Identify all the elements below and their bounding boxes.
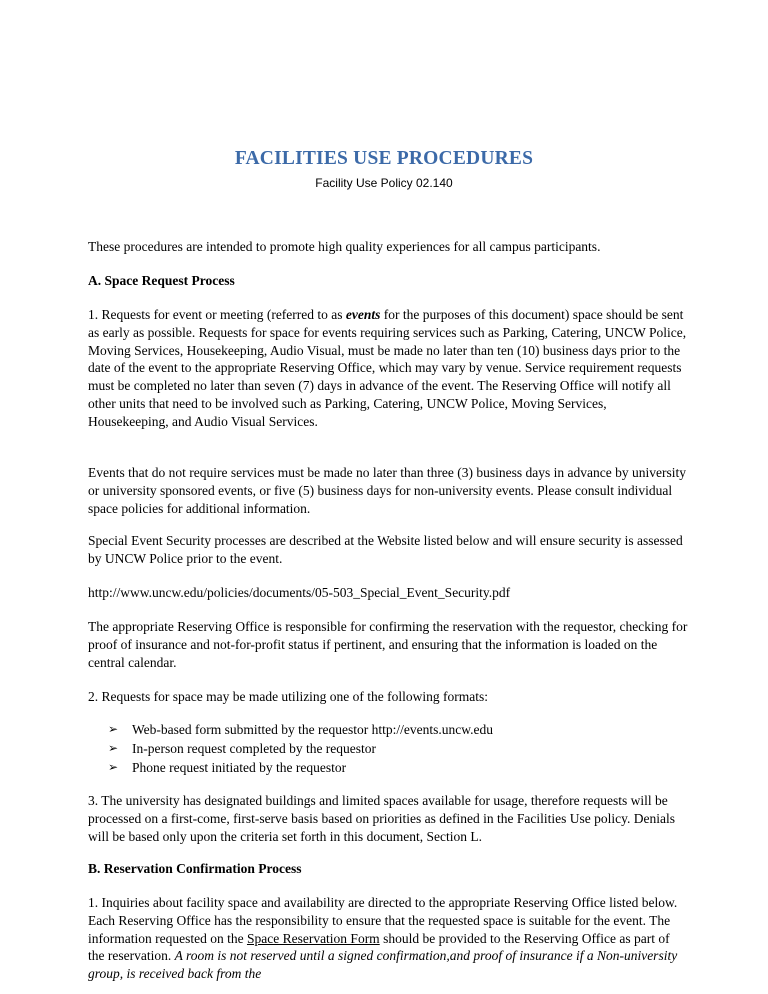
section-a-paragraph-4: The appropriate Reserving Office is responsible for confirming the reservation with the requestor, checking for proof of insurance and not-for-profit status if pertinent, and ensuring that the information is loaded on the central calendar. — [88, 619, 688, 670]
section-b-paragraph-1: 1. Inquiries about facility space and availability are directed to the appropriate Reserving Office listed below. Each Reserving Office has the responsibility to ensure that the requested space is suitable for the event. The information requested on the Space Reservation Form should be provided to the Reserving Office as part of the reservation. A room is not reserved until a signed confirmation,and proof of insurance if a Non-university group, is received back from the — [88, 895, 678, 982]
request-format-list — [108, 720, 688, 777]
list-item: ➢ In-person request completed by the requestor — [108, 741, 377, 756]
section-a-paragraph-2: Events that do not require services must be made no later than three (3) business days in advance by university or university sponsored events, or five (5) business days for non-university events. Please consult individual space policies for additional information. — [88, 465, 686, 516]
section-a-paragraph-5: 2. Requests for space may be made utilizing one of the following formats: — [88, 689, 489, 704]
security-url[interactable]: http://www.uncw.edu/policies/documents/05-503_Special_Event_Security.pdf — [88, 585, 511, 600]
section-b-heading: B. Reservation Confirmation Process — [88, 861, 302, 876]
page-subtitle: Facility Use Policy 02.140 — [315, 176, 453, 190]
section-a-heading: A. Space Request Process — [88, 273, 235, 288]
list-item: ➢ Phone request initiated by the requestor — [108, 760, 347, 775]
arrow-bullet-icon: ➢ — [108, 760, 119, 774]
section-a-paragraph-1: 1. Requests for event or meeting (referred to as events for the purposes of this document) space should be sent as early as possible. Requests for space for events requiring services such as Parking, Catering, UNCW Police, Moving Services, Housekeeping, Audio Visual, must be made no later than ten (10) business days prior to the date of the event to the appropriate Reserving Office, which may vary by venue. Service requirement requests must be completed no later than seven (7) days in advance of the event. The Reserving Office will notify all other units that need to be involved such as Parking, Catering, UNCW Police, Moving Services, Housekeeping, and Audio Visual Services. — [88, 307, 687, 429]
section-a-paragraph-3: Special Event Security processes are described at the Website listed below and will ensure security is assessed by UNCW Police prior to the event. — [88, 533, 683, 566]
section-a-paragraph-6: 3. The university has designated buildings and limited spaces available for usage, therefore requests will be processed on a first-come, first-serve basis based on priorities as defined in the Facilities Use policy. Denials will be based only upon the criteria set forth in this document, Section L. — [88, 793, 675, 844]
space-reservation-form-link[interactable]: Space Reservation Form — [246, 930, 380, 946]
arrow-bullet-icon: ➢ — [108, 741, 119, 755]
events-emphasis: events — [345, 307, 381, 322]
list-item: ➢ Web-based form submitted by the requestor http://events.uncw.edu — [108, 722, 493, 737]
page-title: FACILITIES USE PROCEDURES — [234, 148, 534, 169]
arrow-bullet-icon: ➢ — [108, 722, 119, 736]
intro-paragraph: These procedures are intended to promote high quality experiences for all campus participants. — [88, 239, 601, 254]
